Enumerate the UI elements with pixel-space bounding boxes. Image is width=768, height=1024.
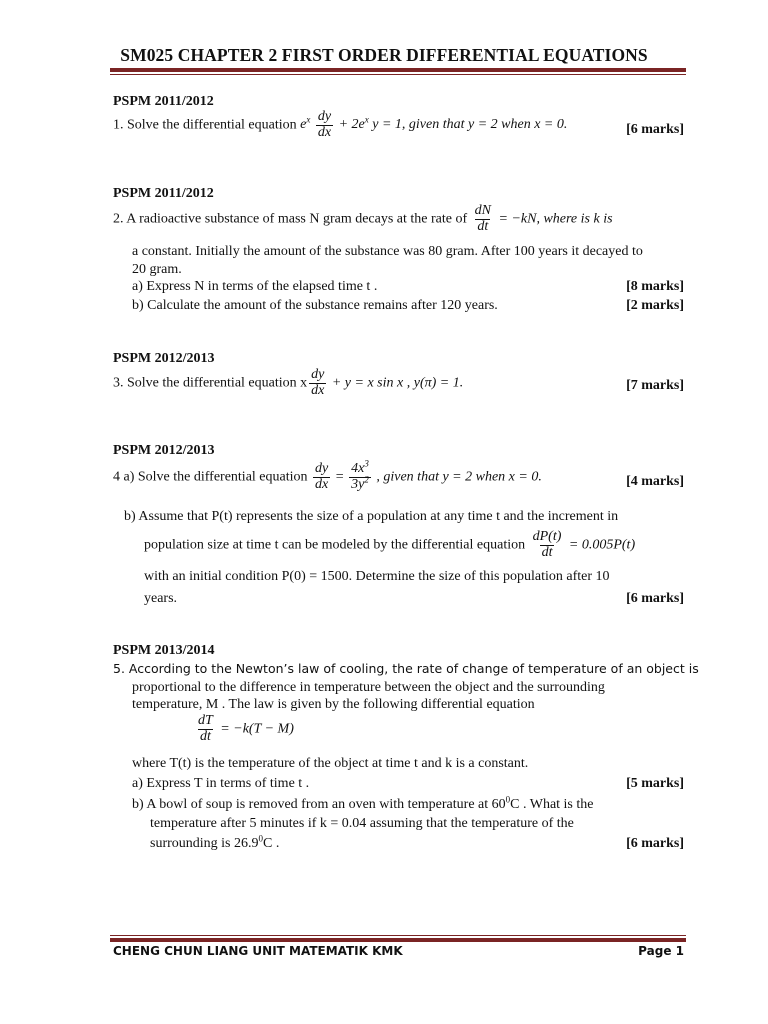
q3-rest: + y = x sin x , y(π) = 1. bbox=[331, 375, 464, 391]
q3-heading: PSPM 2012/2013 bbox=[113, 351, 215, 366]
q5-b-marks: [6 marks] bbox=[626, 836, 684, 851]
q2-a-marks: [8 marks] bbox=[626, 279, 684, 294]
q4-b-line3: with an initial condition P(0) = 1500. Determine the size of this population after 10 bbox=[144, 569, 610, 584]
q4-b-text: population size at time t can be modeled by the differential equation bbox=[144, 537, 526, 553]
q4-b-fraction: $\frac{dP(t)}{dt}$ bbox=[532, 529, 562, 560]
footer-rule bbox=[110, 935, 686, 942]
q1-lhs: $e^x$ bbox=[300, 114, 311, 133]
q2-line3: 20 gram. bbox=[132, 262, 182, 277]
q5-part-a: a) Express T in terms of time t . bbox=[132, 776, 310, 791]
q5-line1: 5. According to the Newton’s law of cooling, the rate of change of temperature of an object is bbox=[113, 661, 699, 676]
q1-heading: PSPM 2011/2012 bbox=[113, 94, 214, 109]
header-rule bbox=[110, 68, 686, 75]
q5-fraction: $\frac{dT}{dt}$ bbox=[198, 713, 213, 744]
q4-heading: PSPM 2012/2013 bbox=[113, 443, 215, 458]
footer-author: CHENG CHUN LIANG UNIT MATEMATIK KMK bbox=[113, 944, 403, 958]
q4-b-line4: years. bbox=[144, 591, 178, 606]
q2-fraction: $\frac{dN}{dt}$ bbox=[474, 203, 491, 234]
q5-line2: proportional to the difference in temperature between the object and the surrounding bbox=[132, 680, 605, 695]
q5-b-line3: surrounding is 26.9$^0$C . bbox=[150, 833, 280, 851]
q3-marks: [7 marks] bbox=[626, 378, 684, 393]
q4-fraction-left: $\frac{dy}{dx}$ bbox=[315, 461, 329, 492]
q2-heading: PSPM 2011/2012 bbox=[113, 186, 214, 201]
q5-equation bbox=[194, 714, 768, 744]
q5-line3: temperature, M . The law is given by the following differential equation bbox=[132, 697, 535, 712]
q2-part-a: a) Express N in terms of the elapsed time t . bbox=[132, 279, 378, 294]
q4-b-rhs: = 0.005P(t) bbox=[568, 537, 636, 553]
page-title: SM025 CHAPTER 2 FIRST ORDER DIFFERENTIAL EQUATIONS bbox=[120, 45, 648, 65]
q1-rest: + $2e^x$ y = 1, given that y = 2 when x = 0. bbox=[338, 114, 568, 133]
q4-fraction-right: $\frac{4x^3}{3y^2}$ bbox=[351, 458, 369, 492]
q4-rest: , given that y = 2 when x = 0. bbox=[376, 469, 542, 485]
q2-part-b: b) Calculate the amount of the substance remains after 120 years. bbox=[132, 298, 498, 313]
q4-b-line2 bbox=[144, 530, 768, 560]
q5-a-marks: [5 marks] bbox=[626, 776, 684, 791]
q1-marks: [6 marks] bbox=[626, 122, 684, 137]
q4-b-line1: b) Assume that P(t) represents the size of a population at any time t and the increment in bbox=[124, 509, 619, 524]
q5-b-line2: temperature after 5 minutes if k = 0.04 assuming that the temperature of the bbox=[150, 816, 574, 831]
q2-b-marks: [2 marks] bbox=[626, 298, 684, 313]
q2-line2: a constant. Initially the amount of the substance was 80 gram. After 100 years it decayed to bbox=[132, 244, 643, 259]
q5-rhs: = −k(T − M) bbox=[220, 721, 294, 737]
q2-rhs: = −kN, where is k is bbox=[498, 211, 613, 227]
q2-text: 2. A radioactive substance of mass N gram decays at the rate of bbox=[113, 211, 468, 227]
q4-a-marks: [4 marks] bbox=[626, 474, 684, 489]
q3-text: 3. Solve the differential equation x bbox=[113, 375, 308, 391]
page-number: Page 1 bbox=[638, 944, 684, 958]
q4-b-marks: [6 marks] bbox=[626, 591, 684, 606]
q5-line4: where T(t) is the temperature of the object at time t and k is a constant. bbox=[132, 756, 529, 771]
q4-equals: = bbox=[335, 469, 344, 485]
q1-text: 1. Solve the differential equation bbox=[113, 117, 297, 133]
q5-b-line1: b) A bowl of soup is removed from an oven with temperature at $60^0C$ . What is the bbox=[132, 794, 594, 812]
q1-fraction: $\frac{dy}{dx}$ bbox=[317, 109, 332, 140]
q5-heading: PSPM 2013/2014 bbox=[113, 643, 215, 658]
q3-fraction: $\frac{dy}{dx}$ bbox=[311, 367, 325, 398]
q2-line1 bbox=[113, 204, 768, 234]
q4-text: 4 a) Solve the differential equation bbox=[113, 469, 308, 485]
